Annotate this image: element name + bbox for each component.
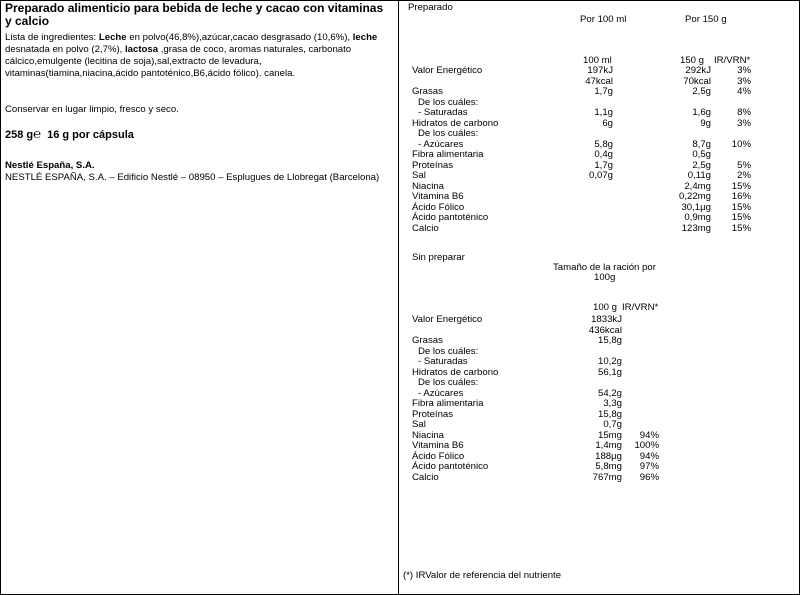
- portion-line-2: 100g: [594, 272, 616, 283]
- value-per-100g: 15,8g: [597, 408, 622, 420]
- value-per-150g: 70kcal: [683, 75, 711, 87]
- value-per-100ml: 1,7g: [594, 86, 613, 97]
- unprepared-row: [0, 325, 800, 336]
- ir-vrn-percent: 97%: [639, 461, 659, 472]
- nutrient-name: Valor Energético: [412, 65, 483, 76]
- value-per-100ml: 1,7g: [594, 159, 613, 171]
- nutrient-name: Hidratos de carbono: [412, 366, 499, 378]
- nutrient-name: Vitamina B6: [412, 440, 464, 451]
- unprepared-row: [0, 451, 800, 462]
- value-per-150g: 8,7g: [692, 138, 711, 150]
- prepared-row: [0, 107, 800, 118]
- nutrient-name: Proteínas: [412, 159, 454, 171]
- prepared-row: [0, 223, 800, 234]
- nutrient-name: De los cuáles:: [418, 128, 479, 139]
- ir-vrn-percent: 4%: [737, 86, 751, 97]
- product-title: Preparado alimenticio para bebida de leche y cacao con vitaminas y calcio: [5, 1, 384, 28]
- value-per-100ml: 6g: [602, 117, 613, 129]
- nutrient-name: Niacina: [412, 180, 444, 192]
- nutrient-name: Fibra alimentaria: [412, 398, 484, 409]
- ir-vrn-percent: 100%: [634, 440, 659, 451]
- unprepared-unit-100: 100 g: [593, 302, 618, 313]
- value-per-100ml: 1,1g: [594, 107, 613, 118]
- value-per-100g: 0,7g: [603, 419, 622, 430]
- value-per-100g: 3,3g: [603, 398, 622, 409]
- prepared-row: [0, 97, 800, 108]
- prepared-unit-100: 100 ml: [583, 55, 612, 66]
- prepared-col-100: Por 100 ml: [580, 14, 627, 25]
- nutrient-name: Ácido pantoténico: [412, 212, 489, 223]
- value-per-150g: 123mg: [681, 222, 711, 234]
- ir-vrn-percent: 3%: [737, 117, 751, 129]
- value-per-100ml: 197kJ: [587, 65, 613, 76]
- ir-vrn-percent: 15%: [731, 212, 751, 223]
- prepared-row: [0, 170, 800, 181]
- unprepared-row: [0, 419, 800, 430]
- prepared-row: [0, 86, 800, 97]
- storage-instructions: Conservar en lugar limpio, fresco y seco.: [5, 104, 179, 115]
- value-per-100g: 54,2g: [597, 387, 622, 399]
- ir-vrn-percent: 10%: [731, 138, 751, 150]
- nutrient-name: - Saturadas: [418, 107, 468, 118]
- net-weight: 258 g: [5, 129, 34, 141]
- nutrient-name: Niacina: [412, 429, 444, 441]
- value-per-100ml: 47kcal: [585, 75, 613, 87]
- prepared-row: [0, 181, 800, 192]
- allergen-text: lactosa: [125, 44, 159, 55]
- value-per-150g: 0,22mg: [679, 191, 711, 202]
- value-per-150g: 1,6g: [692, 107, 711, 118]
- unprepared-row: [0, 440, 800, 451]
- prepared-row: [0, 65, 800, 76]
- ir-vrn-percent: 15%: [731, 222, 751, 234]
- prepared-row: [0, 118, 800, 129]
- ingredient-text: Lista de ingredientes:: [5, 32, 99, 43]
- unprepared-row: [0, 472, 800, 483]
- prepared-row: [0, 160, 800, 171]
- ir-vrn-percent: 3%: [737, 75, 751, 87]
- unprepared-row: [0, 356, 800, 367]
- per-capsule: 16 g por cápsula: [47, 129, 134, 141]
- value-per-100g: 10,2g: [597, 356, 622, 367]
- footnote: (*) IRValor de referencia del nutriente: [403, 570, 562, 581]
- prepared-unit-150: 150 g: [680, 55, 705, 66]
- value-per-150g: 0,11g: [687, 170, 711, 181]
- unprepared-row: [0, 335, 800, 346]
- value-per-150g: 0,5g: [692, 149, 711, 160]
- value-per-150g: 2,5g: [692, 86, 711, 97]
- unprepared-row: [0, 409, 800, 420]
- unprepared-row: [0, 398, 800, 409]
- value-per-100g: 1833kJ: [591, 314, 622, 325]
- estimated-sign: ℮: [33, 126, 41, 141]
- allergen-text: leche: [352, 32, 378, 43]
- value-per-100ml: 5,8g: [594, 138, 613, 150]
- ir-vrn-percent: 15%: [731, 201, 751, 213]
- nutrient-name: Grasas: [412, 86, 443, 97]
- value-per-150g: 292kJ: [685, 65, 711, 76]
- value-per-100g: 15mg: [598, 429, 622, 441]
- unprepared-row: [0, 461, 800, 472]
- unprepared-row: [0, 314, 800, 325]
- value-per-100g: 1,4mg: [595, 440, 622, 451]
- nutrient-name: Grasas: [412, 335, 443, 346]
- nutrient-name: De los cuáles:: [418, 377, 479, 388]
- nutrient-name: De los cuáles:: [418, 345, 479, 357]
- unprepared-row: [0, 367, 800, 378]
- value-per-150g: 30,1µg: [681, 201, 711, 213]
- prepared-heading: Preparado: [408, 2, 453, 13]
- nutrient-name: - Azúcares: [418, 138, 464, 150]
- prepared-row: [0, 212, 800, 223]
- prepared-col-150: Por 150 g: [685, 14, 727, 25]
- prepared-irvrn: IR/VRN*: [714, 55, 751, 66]
- unprepared-row: [0, 430, 800, 441]
- nutrient-name: - Azúcares: [418, 387, 464, 399]
- prepared-row: [0, 202, 800, 213]
- ir-vrn-percent: 16%: [731, 191, 751, 202]
- value-per-150g: 2,4mg: [684, 180, 711, 192]
- nutrient-name: Proteínas: [412, 408, 454, 420]
- ir-vrn-percent: 94%: [639, 429, 659, 441]
- unprepared-irvrn: IR/VRN*: [622, 302, 659, 313]
- value-per-100g: 767mg: [592, 471, 622, 483]
- value-per-100g: 15,8g: [597, 335, 622, 346]
- ir-vrn-percent: 96%: [639, 471, 659, 483]
- value-per-100ml: 0,4g: [594, 149, 613, 160]
- nutrient-name: Valor Energético: [412, 314, 483, 325]
- value-per-100g: 188µg: [595, 450, 622, 462]
- company-name: Nestlé España, S.A.: [5, 160, 95, 171]
- value-per-150g: 2,5g: [692, 159, 711, 171]
- unprepared-row: [0, 377, 800, 388]
- nutrient-name: Ácido Fólico: [412, 201, 465, 213]
- value-per-150g: 0,9mg: [684, 212, 711, 223]
- prepared-row: [0, 149, 800, 160]
- nutrient-name: De los cuáles:: [418, 96, 479, 108]
- value-per-100g: 436kcal: [588, 324, 622, 336]
- prepared-row: [0, 191, 800, 202]
- ir-vrn-percent: 15%: [731, 180, 751, 192]
- nutrient-name: Calcio: [412, 222, 439, 234]
- ir-vrn-percent: 5%: [737, 159, 751, 171]
- nutrient-name: Ácido pantoténico: [412, 461, 489, 472]
- prepared-row: [0, 76, 800, 87]
- nutrient-name: Calcio: [412, 471, 439, 483]
- ingredient-text: ,grasa de coco, aromas naturales, carbonato cálcico,emulgente (lecitina de soja),sal,extracto de levadura, vitaminas(tiamina,niacina,ácido pantoténico,B6,ácido fólico). canela.: [5, 44, 352, 79]
- nutrient-name: Sal: [412, 419, 426, 430]
- nutrient-name: Fibra alimentaria: [412, 149, 484, 160]
- value-per-100ml: 0,07g: [588, 170, 613, 181]
- ingredient-text: desnatada en polvo (2,7%),: [5, 44, 126, 55]
- company-address: NESTLÉ ESPAÑA, S.A. – Edificio Nestlé – 08950 – Esplugues de Llobregat (Barcelona): [5, 172, 380, 183]
- nutrient-name: Hidratos de carbono: [412, 117, 499, 129]
- unprepared-heading: Sin preparar: [412, 252, 465, 263]
- nutrient-name: Sal: [412, 170, 426, 181]
- allergen-text: Leche: [98, 32, 127, 43]
- ir-vrn-percent: 8%: [737, 107, 751, 118]
- ir-vrn-percent: 94%: [639, 450, 659, 462]
- value-per-150g: 9g: [700, 117, 711, 129]
- nutrient-name: Ácido Fólico: [412, 450, 465, 462]
- unprepared-row: [0, 346, 800, 357]
- prepared-row: [0, 128, 800, 139]
- value-per-100g: 5,8mg: [595, 461, 622, 472]
- ir-vrn-percent: 2%: [737, 170, 751, 181]
- prepared-row: [0, 139, 800, 150]
- nutrient-name: - Saturadas: [418, 356, 468, 367]
- ir-vrn-percent: 3%: [737, 65, 751, 76]
- value-per-100g: 56,1g: [597, 366, 622, 378]
- unprepared-row: [0, 388, 800, 399]
- nutrient-name: Vitamina B6: [412, 191, 464, 202]
- portion-line-1: Tamaño de la ración por: [553, 262, 656, 273]
- ingredient-text: en polvo(46,8%),azúcar,cacao desgrasado (10,6%),: [126, 32, 353, 43]
